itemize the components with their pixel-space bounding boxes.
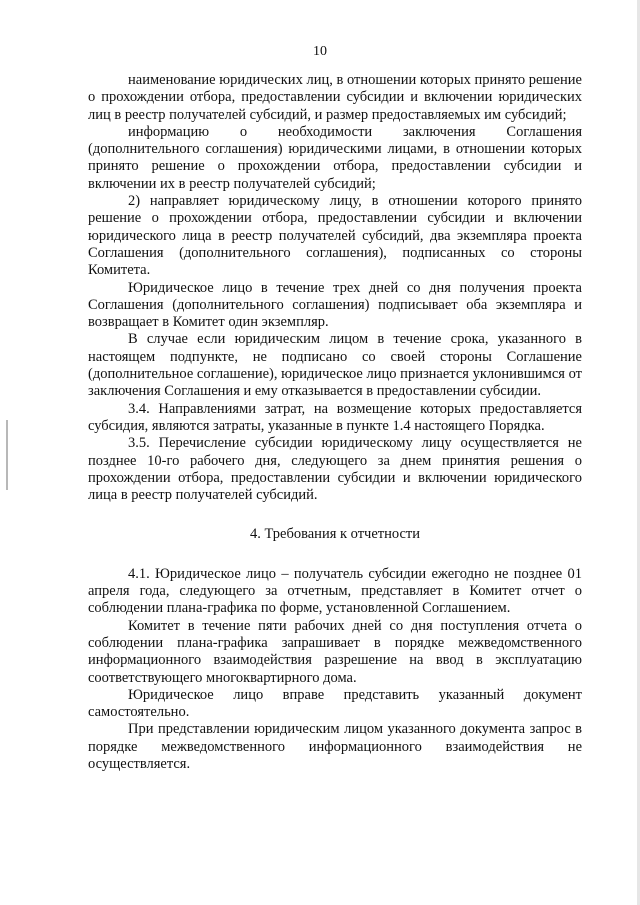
paragraph-send-agreement: 2) направляет юридическому лицу, в отношении которого принято решение о прохождении отбора, предоставлении субсидии и включении юридического лица в реестр получателей субсидий, два экземпляра проекта Соглашения (дополнительного соглашения), подписанных со стороны Комитета.: [88, 193, 582, 279]
section-heading: 4. Требования к отчетности: [249, 526, 421, 543]
document-body: [88, 72, 582, 773]
page-number: 10: [313, 44, 327, 59]
paragraph-4-1: 4.1. Юридическое лицо – получатель субсидии ежегодно не позднее 01 апреля года, следующего за отчетным, представляет в Комитет отчет о соблюдении плана-графика по форме, установленной Соглашением.: [88, 565, 582, 617]
paragraph-sign-agreement: Юридическое лицо в течение трех дней со дня получения проекта Соглашения (дополнительного соглашения) подписывает оба экземпляра и возвращает в Комитет один экземпляр.: [88, 279, 582, 331]
paragraph-recipients-list: наименование юридических лиц, в отношении которых принято решение о прохождении отбора, предоставлении субсидии и включении юридических лиц в реестр получателей субсидий, и размер предоставляемых им субсидий;: [88, 72, 582, 123]
paragraph-3-5: 3.5. Перечисление субсидии юридическому лицу осуществляется не позднее 10-го рабочего дня, следующего за днем принятия решения о прохождении отбора, предоставлении субсидии и включении юридического лица в реестр получателей субсидий.: [88, 435, 582, 504]
paragraph-committee-request: Комитет в течение пяти рабочих дней со дня поступления отчета о соблюдении плана-графика запрашивает в порядке межведомственного информационного взаимодействия разрешение на ввод в эксплуатацию соответствующего многоквартирного дома.: [88, 617, 582, 686]
paragraph-agreement-info: информацию о необходимости заключения Соглашения (дополнительного соглашения) юридическими лицами, в отношении которых принято решение о прохождении отбора, предоставлении субсидии и включении их в реестр получателей субсидий;: [88, 123, 582, 192]
paragraph-no-request: При представлении юридическим лицом указанного документа запрос в порядке межведомственного информационного взаимодействия не осуществляется.: [88, 721, 582, 772]
paragraph-self-submit: Юридическое лицо вправе представить указанный документ самостоятельно.: [88, 686, 582, 721]
scan-edge-mark: [6, 420, 8, 490]
paragraph-3-4: 3.4. Направлениями затрат, на возмещение которых предоставляется субсидия, являются затраты, указанные в пункте 1.4 настоящего Порядка.: [88, 400, 582, 434]
paragraph-refusal: В случае если юридическим лицом в течение срока, указанного в настоящем подпункте, не подписано со своей стороны Соглашение (дополнительное соглашение), юридическое лицо признается уклонившимся от заключения Соглашения и ему отказывается в предоставлении субсидии.: [88, 331, 582, 400]
